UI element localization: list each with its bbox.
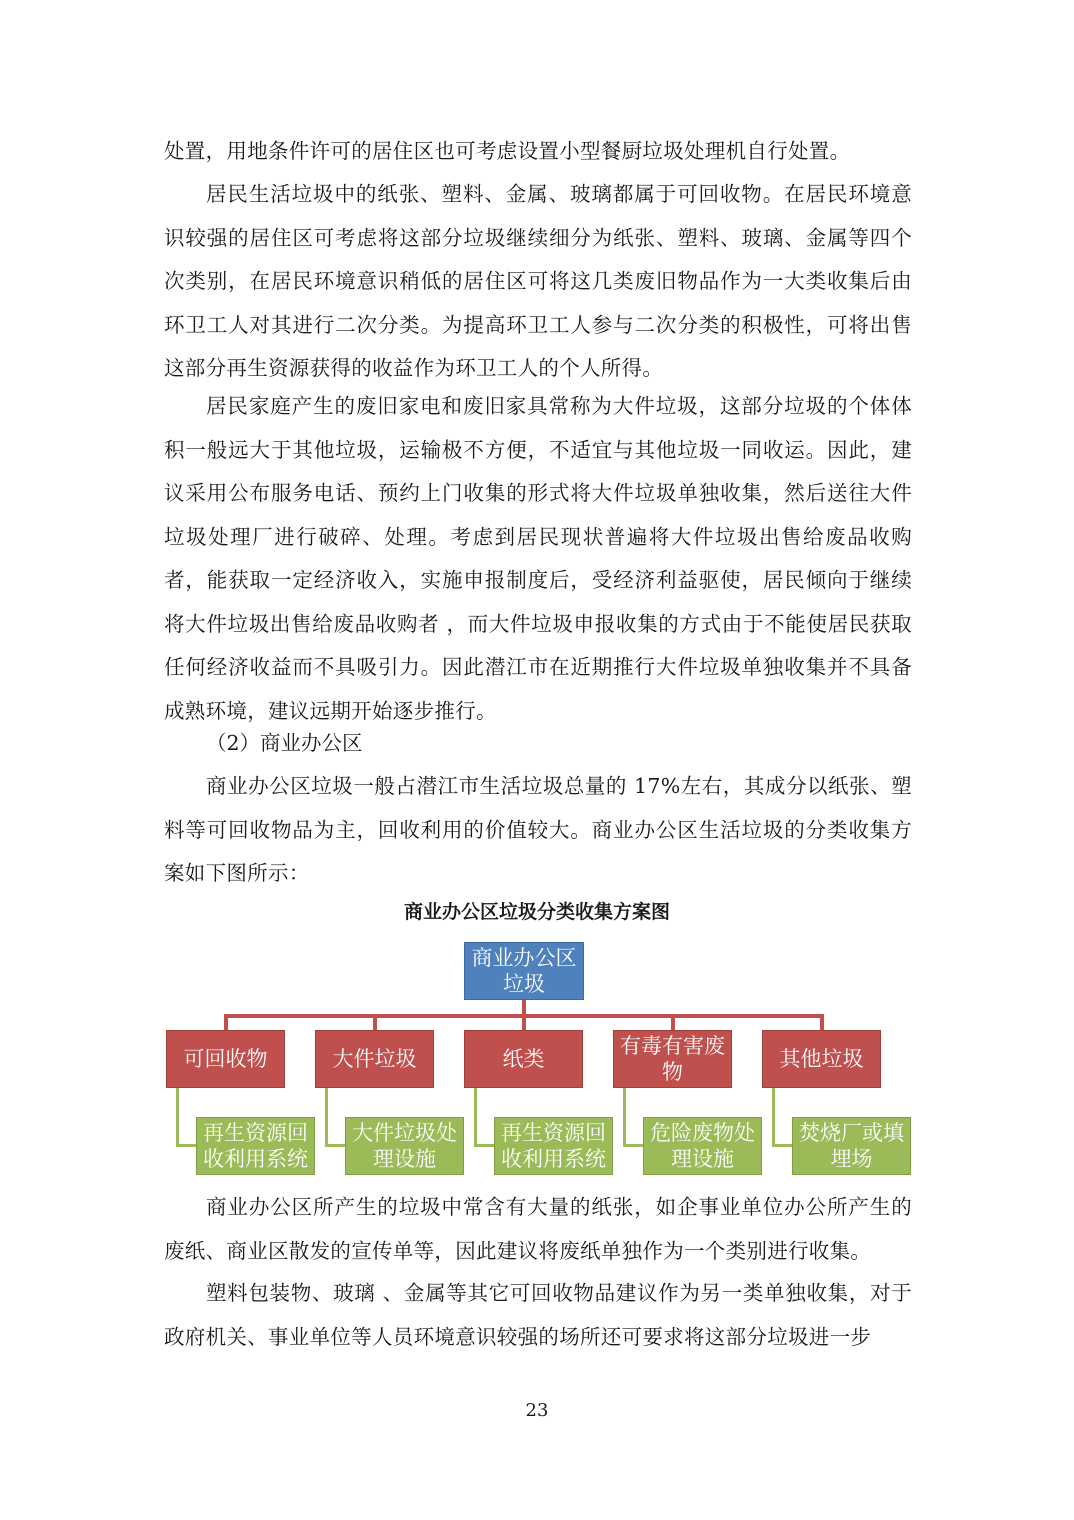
connector-cat-5 xyxy=(820,1014,824,1030)
destination-node-3: 再生资源回收利用系统 xyxy=(494,1117,613,1175)
elbow-horizontal-4 xyxy=(623,1144,644,1147)
elbow-vertical-1 xyxy=(176,1088,179,1147)
elbow-vertical-4 xyxy=(623,1088,626,1147)
category-node-2: 大件垃圾 xyxy=(315,1030,434,1088)
paragraph-6: 塑料包装物、玻璃 、金属等其它可回收物品建议作为另一类单独收集，对于政府机关、事业单位等人员环境意识较强的场所还可要求将这部分垃圾进一步 xyxy=(164,1281,912,1349)
category-node-1: 可回收物 xyxy=(166,1030,285,1088)
diagram-title: 商业办公区垃圾分类收集方案图 xyxy=(403,901,670,923)
elbow-horizontal-3 xyxy=(474,1144,495,1147)
category-node-3: 纸类 xyxy=(464,1030,583,1088)
connector-cat-2 xyxy=(373,1014,377,1030)
elbow-horizontal-5 xyxy=(772,1144,793,1147)
destination-node-1: 再生资源回收利用系统 xyxy=(196,1117,315,1175)
paragraph-3: 居民家庭产生的废旧家电和废旧家具常称为大件垃圾，这部分垃圾的个体体积一般远大于其他垃圾，运输极不方便，不适宜与其他垃圾一同收运。因此，建议采用公布服务电话、预约上门收集的形式将大件垃圾单独收集，然后送往大件垃圾处理厂进行破碎、处理。考虑到居民现状普遍将大件垃圾出售给废品收购者，能获取一定经济收入，实施申报制度后，受经济利益驱使，居民倾向于继续将大件垃圾出售给废品收购者 ，而大件垃圾申报收集的方式由于不能使居民获取任何经济收益而不具吸引力。因此潜江市在近期推行大件垃圾单独收集并不具备成熟环境，建议远期开始逐步推行。 xyxy=(164,394,912,723)
elbow-horizontal-1 xyxy=(176,1144,197,1147)
destination-node-2: 大件垃圾处理设施 xyxy=(345,1117,464,1175)
elbow-vertical-5 xyxy=(772,1088,775,1147)
connector-cat-1 xyxy=(224,1014,228,1030)
root-node: 商业办公区垃圾 xyxy=(464,942,584,1000)
page-number: 23 xyxy=(525,1400,549,1421)
elbow-vertical-3 xyxy=(474,1088,477,1147)
destination-node-5: 焚烧厂或填埋场 xyxy=(792,1117,911,1175)
section-heading: （2）商业办公区 xyxy=(206,731,363,755)
paragraph-5: 商业办公区所产生的垃圾中常含有大量的纸张，如企事业单位办公所产生的废纸、商业区散发的宣传单等，因此建议将废纸单独作为一个类别进行收集。 xyxy=(164,1195,912,1263)
paragraph-1: 处置，用地条件许可的居住区也可考虑设置小型餐厨垃圾处理机自行处置。 xyxy=(164,139,851,163)
category-node-5: 其他垃圾 xyxy=(762,1030,881,1088)
paragraph-4: 商业办公区垃圾一般占潜江市生活垃圾总量的 17%左右，其成分以纸张、塑料等可回收物品为主，回收利用的价值较大。商业办公区生活垃圾的分类收集方案如下图所示： xyxy=(164,774,912,885)
connector-cat-4 xyxy=(671,1014,675,1030)
connector-cat-3 xyxy=(522,1014,526,1030)
destination-node-4: 危险废物处理设施 xyxy=(643,1117,762,1175)
paragraph-2: 居民生活垃圾中的纸张、塑料、金属、玻璃都属于可回收物。在居民环境意识较强的居住区可考虑将这部分垃圾继续细分为纸张、塑料、玻璃、金属等四个次类别，在居民环境意识稍低的居住区可将这几类废旧物品作为一大类收集后由环卫工人对其进行二次分类。为提高环卫工人参与二次分类的积极性，可将出售这部分再生资源获得的收益作为环卫工人的个人所得。 xyxy=(164,182,912,380)
category-node-4: 有毒有害废物 xyxy=(613,1030,732,1088)
elbow-vertical-2 xyxy=(325,1088,328,1147)
elbow-horizontal-2 xyxy=(325,1144,346,1147)
